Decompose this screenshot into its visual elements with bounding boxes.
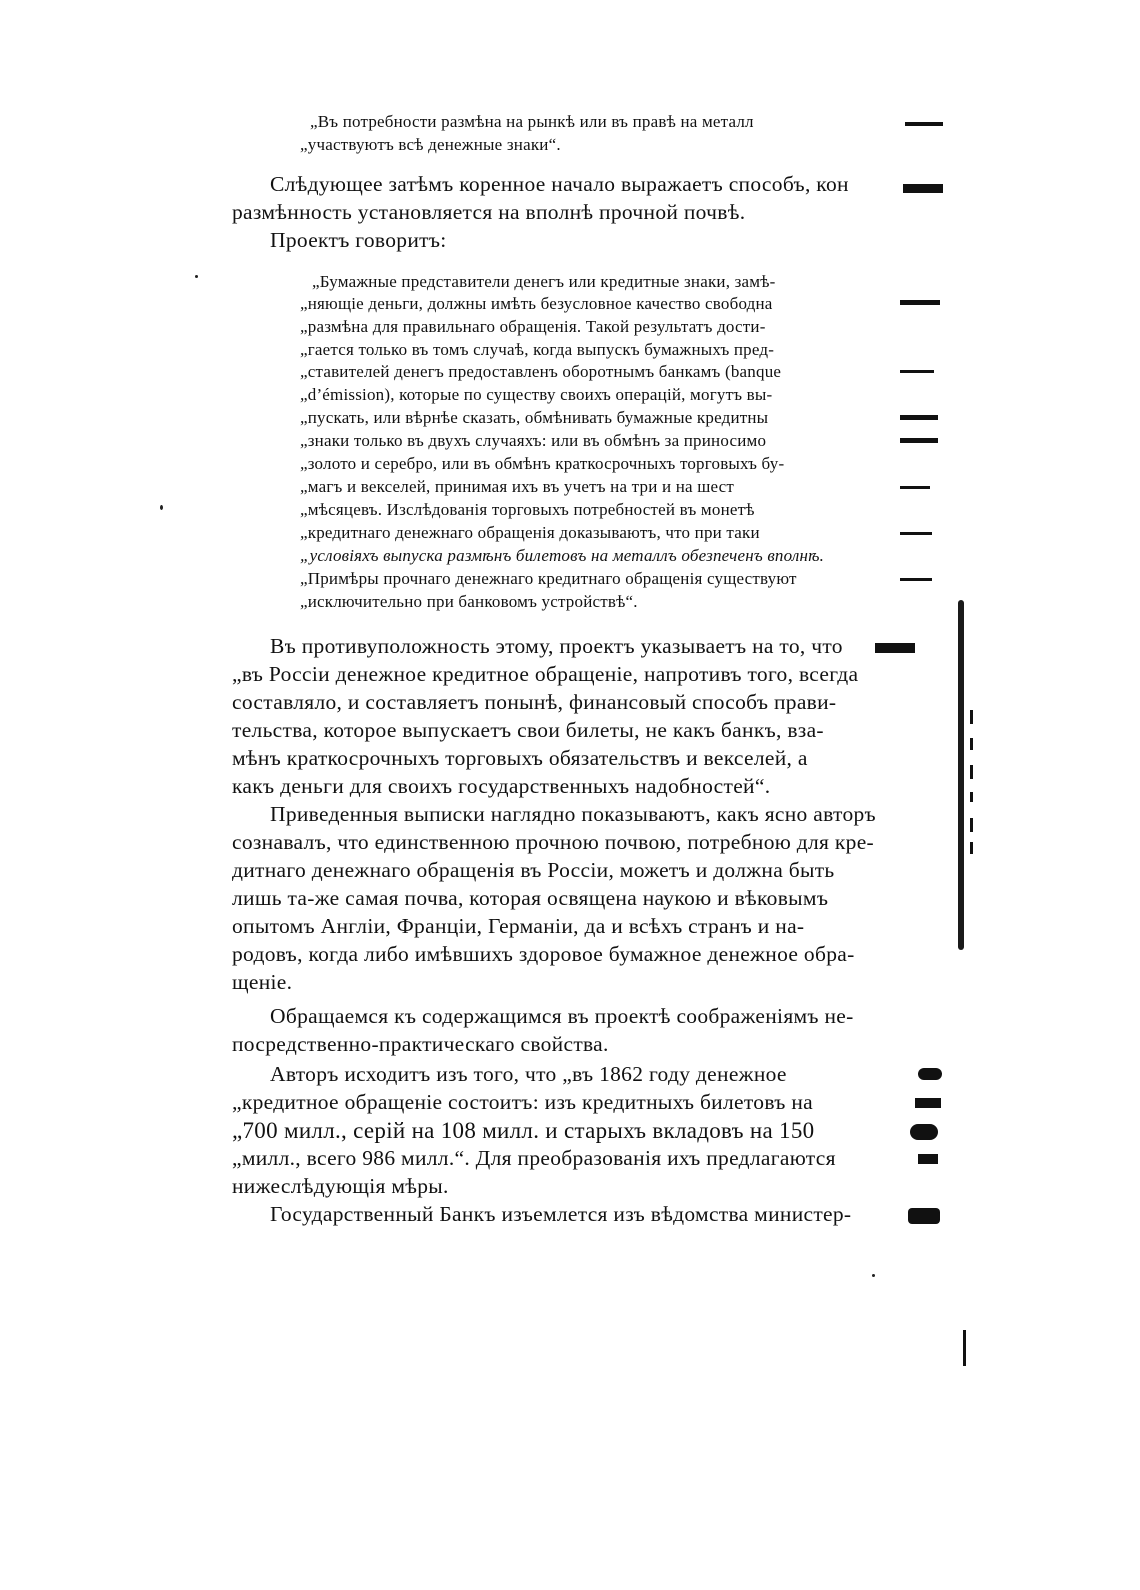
ink-smudge (900, 532, 932, 535)
para2-line-1: Въ противуположность этому, проектъ указываетъ на то, что (270, 634, 843, 658)
ink-smudge (918, 1154, 938, 1164)
margin-bleed-tick (970, 765, 973, 779)
para4-line-1: Обращаемся къ содержащимся въ проектѣ соображеніямъ не- (270, 1004, 854, 1028)
quote-line-5: „ставителей денегъ предоставленъ оборотнымъ банкамъ (banque (300, 362, 782, 381)
para3-line-7: щеніе. (232, 970, 293, 994)
margin-bleed-tick (970, 818, 973, 832)
ink-smudge (900, 578, 932, 581)
ink-smudge (915, 1098, 941, 1108)
para2-line-5: мѣнъ краткосрочныхъ торговыхъ обязательствъ и векселей, а (232, 746, 808, 770)
margin-bleed-tick (970, 842, 973, 854)
para2-line-4: тельства, которое выпускаетъ свои билеты, не какъ банкъ, вза- (232, 718, 824, 742)
ink-smudge (905, 122, 943, 126)
speck (195, 275, 198, 278)
para3-line-1: Приведенныя выписки наглядно показываютъ, какъ ясно авторъ (270, 802, 876, 826)
ink-smudge (900, 486, 930, 489)
para2-line-2: „въ Россіи денежное кредитное обращеніе, напротивъ того, всегда (232, 662, 859, 686)
quote-line-10: „магъ и векселей, принимая ихъ въ учетъ на три и на шест (300, 477, 735, 496)
para5-line-3: „700 милл., серій на 108 милл. и старыхъ вкладовъ на 150 (232, 1118, 815, 1143)
quote-line-8: „знаки только въ двухъ случаяхъ: или въ обмѣнъ за приносимо (300, 431, 767, 450)
para4-line-2: посредственно-практическаго свойства. (232, 1032, 609, 1056)
quote-line-1: „Бумажные представители денегъ или кредитные знаки, замѣ- (312, 272, 776, 291)
para2-line-3: составляло, и составляетъ понынѣ, финансовый способъ прави- (232, 690, 837, 714)
ink-smudge (918, 1068, 942, 1080)
quote-line-6: „d’émission), которые по существу своихъ операцій, могутъ вы- (300, 385, 773, 404)
para3-line-3: дитнаго денежнаго обращенія въ Россіи, можетъ и должна быть (232, 858, 835, 882)
ink-smudge (900, 370, 934, 373)
margin-bleed-line (958, 600, 964, 950)
margin-bleed-tick (963, 1330, 966, 1366)
para6-line-1: Государственный Банкъ изъемлется изъ вѣдомства министер- (270, 1202, 852, 1226)
quote-line-12: „кредитнаго денежнаго обращенія доказываютъ, что при таки (300, 523, 760, 542)
quote-line-3: „размѣна для правильнаго обращенія. Такой результатъ дости- (300, 317, 766, 336)
quote-line-13: „условіяхъ выпуска размѣнъ билетовъ на металлъ обезпеченъ вполнѣ. (300, 546, 825, 565)
speck (160, 505, 163, 510)
para5-line-2: „кредитное обращеніе состоитъ: изъ кредитныхъ билетовъ на (232, 1090, 813, 1114)
para3-line-4: лишь та-же самая почва, которая освящена наукою и вѣковымъ (232, 886, 829, 910)
speck (872, 1274, 875, 1277)
para1-line-3: Проектъ говоритъ: (270, 228, 447, 252)
ink-smudge (900, 415, 938, 420)
ink-smudge (903, 184, 943, 193)
quote-line-15: „исключительно при банковомъ устройствѣ“. (300, 592, 638, 611)
para3-line-5: опытомъ Англіи, Франціи, Германіи, да и всѣхъ странъ и на- (232, 914, 805, 938)
ink-smudge (908, 1208, 940, 1224)
para5-line-4: „милл., всего 986 милл.“. Для преобразованія ихъ предлагаются (232, 1146, 836, 1170)
quote-line-4: „гается только въ томъ случаѣ, когда выпускъ бумажныхъ пред- (300, 340, 775, 359)
quote-line-14: „Примѣры прочнаго денежнаго кредитнаго обращенія существуют (300, 569, 797, 588)
margin-bleed-tick (970, 738, 973, 750)
ink-smudge (900, 300, 940, 305)
para1-line-2: размѣнность установляется на вполнѣ прочной почвѣ. (232, 200, 746, 224)
ink-smudge (910, 1124, 938, 1140)
top-quote-line-2: „участвуютъ всѣ денежные знаки“. (300, 135, 561, 154)
quote-line-2: „няющіе деньги, должны имѣть безусловное качество свободна (300, 294, 773, 313)
para2-line-6: какъ деньги для своихъ государственныхъ надобностей“. (232, 774, 771, 798)
para1-line-1: Слѣдующее затѣмъ коренное начало выражаетъ способъ, кон (270, 172, 849, 196)
para3-line-2: сознавалъ, что единственною прочною почвою, потребною для кре- (232, 830, 875, 854)
para5-line-1: Авторъ исходитъ изъ того, что „въ 1862 году денежное (270, 1062, 787, 1086)
ink-smudge (875, 643, 915, 653)
para5-line-5: нижеслѣдующія мѣры. (232, 1174, 449, 1198)
quote-line-9: „золото и серебро, или въ обмѣнъ краткосрочныхъ торговыхъ бу- (300, 454, 785, 473)
quote-line-11: „мѣсяцевъ. Изслѣдованія торговыхъ потребностей въ монетѣ (300, 500, 755, 519)
margin-bleed-tick (970, 792, 973, 802)
ink-smudge (900, 438, 938, 443)
top-quote-line-1: „Въ потребности размѣна на рынкѣ или въ правѣ на металл (310, 112, 754, 131)
margin-bleed-tick (970, 710, 973, 724)
para3-line-6: родовъ, когда либо имѣвшихъ здоровое бумажное денежное обра- (232, 942, 855, 966)
quote-line-7: „пускать, или вѣрнѣе сказать, обмѣнивать бумажные кредитны (300, 408, 769, 427)
